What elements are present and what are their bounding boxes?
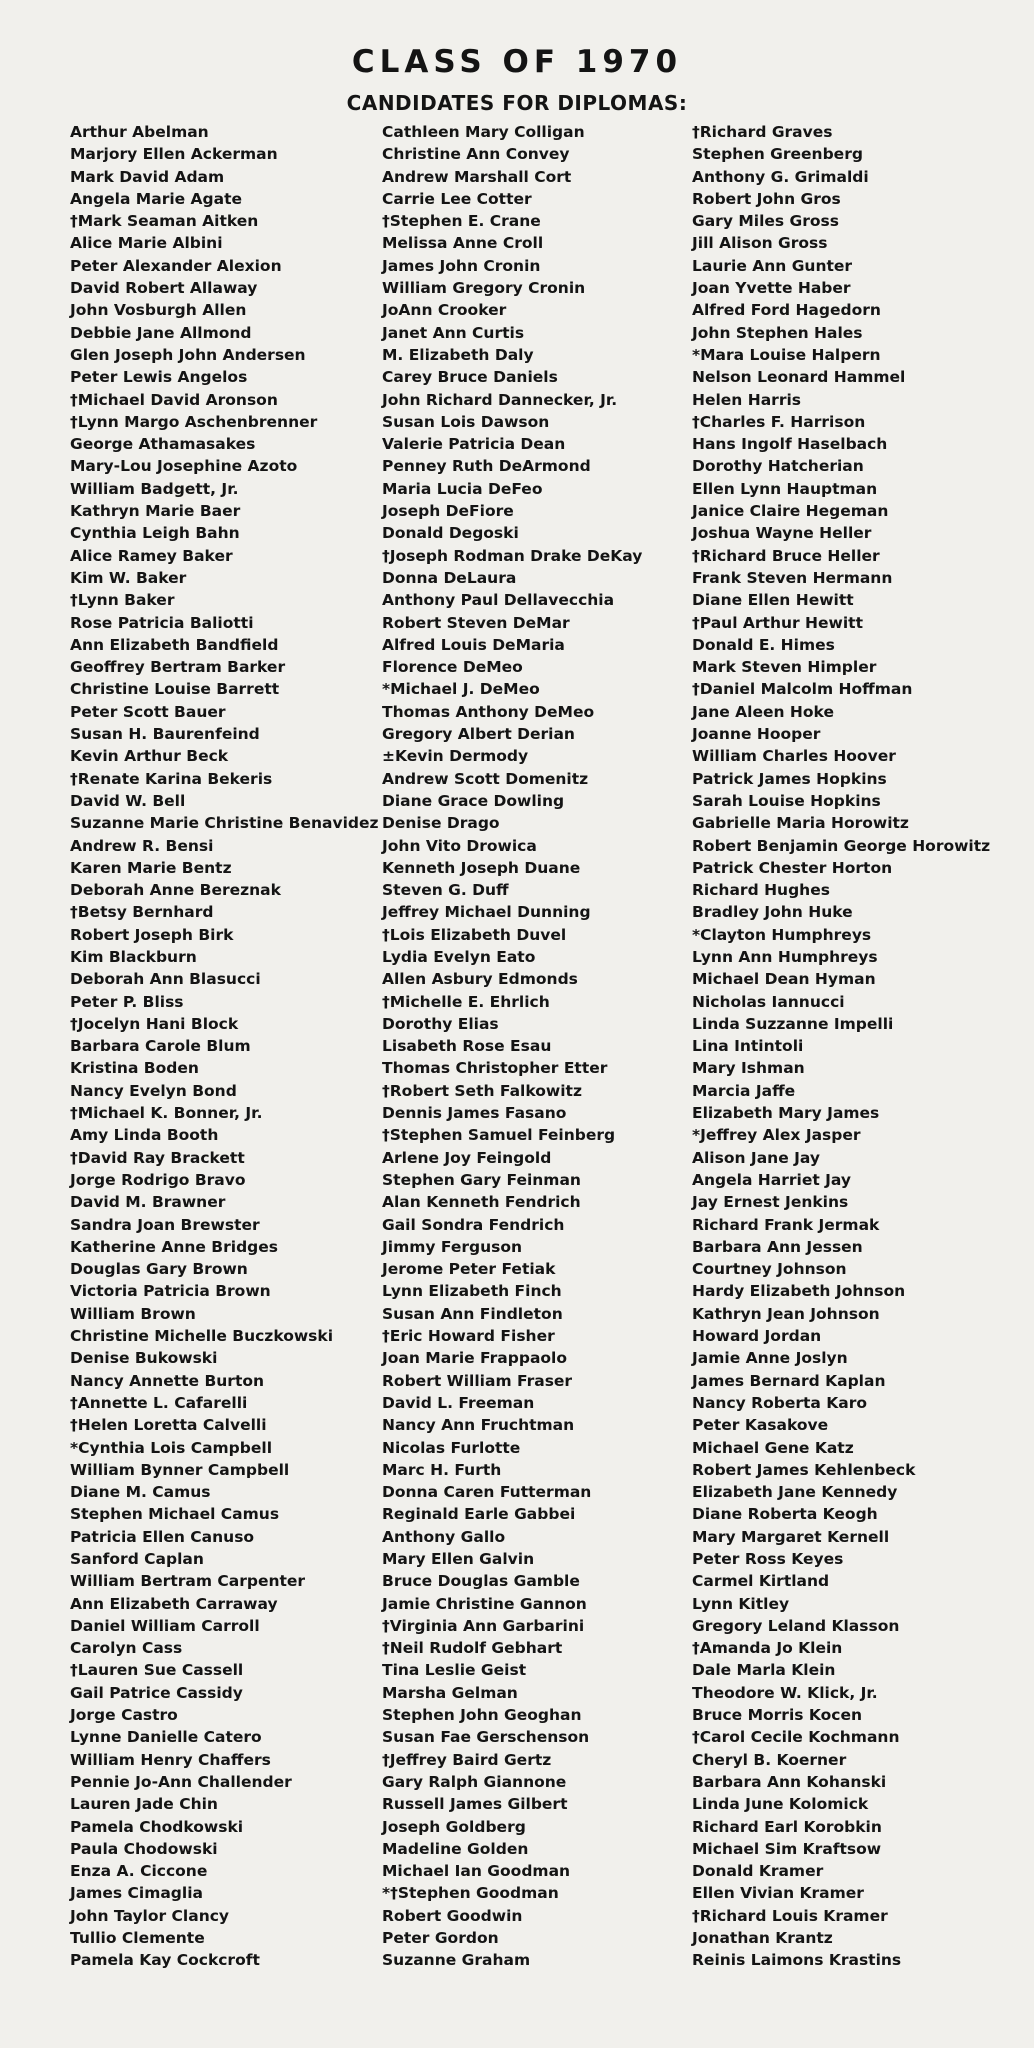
candidate-name: †Michael David Aronson xyxy=(70,390,278,409)
candidate-name: David W. Bell xyxy=(70,791,186,810)
candidate-name: †Daniel Malcolm Hoffman xyxy=(692,680,913,699)
candidate-name: Richard Earl Korobkin xyxy=(692,1817,882,1836)
candidate-name: Alice Marie Albini xyxy=(70,234,223,253)
candidate-name: M. Elizabeth Daly xyxy=(382,345,534,364)
candidate-name: John Vosburgh Allen xyxy=(70,301,247,320)
candidate-name: †Lynn Baker xyxy=(70,591,175,610)
candidate-name: Michael Dean Hyman xyxy=(692,970,876,989)
candidate-name: Pamela Chodkowski xyxy=(70,1817,244,1836)
candidate-name: Steven G. Duff xyxy=(382,881,509,900)
candidate-name: *Jeffrey Alex Jasper xyxy=(692,1126,861,1145)
candidate-name: Suzanne Graham xyxy=(382,1951,531,1970)
candidate-name: James Cimaglia xyxy=(70,1884,203,1903)
candidate-name: Carolyn Cass xyxy=(70,1639,183,1658)
page-subtitle: CANDIDATES FOR DIPLOMAS: xyxy=(346,91,688,115)
candidate-name: †Neil Rudolf Gebhart xyxy=(382,1639,563,1658)
candidate-name: Jamie Anne Joslyn xyxy=(692,1349,848,1368)
candidate-name: †Richard Bruce Heller xyxy=(692,546,880,565)
candidate-name: *Mara Louise Halpern xyxy=(692,345,881,364)
candidate-name: Peter P. Bliss xyxy=(70,992,184,1011)
candidate-name: Arlene Joy Feingold xyxy=(382,1148,552,1167)
candidate-name: †Lauren Sue Cassell xyxy=(70,1661,244,1680)
candidate-name: Robert John Gros xyxy=(692,189,841,208)
candidate-name: John Vito Drowica xyxy=(382,836,537,855)
candidate-name: Laurie Ann Gunter xyxy=(692,256,853,275)
candidate-name: Bruce Morris Kocen xyxy=(692,1706,863,1725)
candidate-name: †Eric Howard Fisher xyxy=(382,1327,555,1346)
candidate-name: Ann Elizabeth Carraway xyxy=(70,1594,278,1613)
candidate-name: Kathryn Jean Johnson xyxy=(692,1304,880,1323)
candidate-name: Tina Leslie Geist xyxy=(382,1661,527,1680)
candidate-name: Alfred Louis DeMaria xyxy=(382,635,565,654)
candidate-name: James John Cronin xyxy=(382,256,541,275)
candidate-name: Amy Linda Booth xyxy=(70,1126,219,1145)
candidate-name: Anthony Gallo xyxy=(382,1527,506,1546)
candidate-name: †Richard Graves xyxy=(692,123,833,141)
candidate-name: William Henry Chaffers xyxy=(70,1750,271,1769)
candidate-name: Joan Yvette Haber xyxy=(692,279,851,298)
candidate-name: Ellen Lynn Hauptman xyxy=(692,479,878,498)
candidate-name: †Stephen E. Crane xyxy=(382,212,541,231)
candidate-name: Gregory Leland Klasson xyxy=(692,1616,900,1635)
candidate-name: Nelson Leonard Hammel xyxy=(692,368,906,387)
candidate-name: ±Kevin Dermody xyxy=(382,747,529,766)
candidate-name: Peter Alexander Alexion xyxy=(70,256,282,275)
candidate-name: Joseph Goldberg xyxy=(382,1817,526,1836)
candidate-name: †Lynn Margo Aschenbrenner xyxy=(70,412,318,431)
candidate-name: Hardy Elizabeth Johnson xyxy=(692,1282,906,1301)
candidate-name: Peter Scott Bauer xyxy=(70,702,226,721)
candidate-name: Susan Ann Findleton xyxy=(382,1304,563,1323)
candidate-name: Dennis James Fasano xyxy=(382,1104,567,1123)
candidate-name: Marc H. Furth xyxy=(382,1460,502,1479)
candidate-name: *†Stephen Goodman xyxy=(382,1884,559,1903)
candidate-name: †Virginia Ann Garbarini xyxy=(382,1616,585,1635)
candidate-name: Gary Ralph Giannone xyxy=(382,1772,567,1791)
candidate-name: *Cynthia Lois Campbell xyxy=(70,1438,273,1457)
candidate-name: Mary Ellen Galvin xyxy=(382,1550,535,1568)
candidate-name: †Stephen Samuel Feinberg xyxy=(382,1126,616,1145)
candidate-name: Denise Bukowski xyxy=(70,1349,218,1368)
candidate-name: Theodore W. Klick, Jr. xyxy=(692,1683,878,1702)
candidate-name: †Betsy Bernhard xyxy=(70,903,214,922)
candidate-name: Mark Steven Himpler xyxy=(692,658,877,677)
candidate-name: Helen Harris xyxy=(692,390,801,409)
candidate-name: Richard Frank Jermak xyxy=(692,1215,880,1234)
candidate-name: Mary-Lou Josephine Azoto xyxy=(70,457,298,476)
candidate-name: Mark David Adam xyxy=(70,167,225,186)
candidate-name: Nicholas Iannucci xyxy=(692,992,845,1011)
candidate-name: David Robert Allaway xyxy=(70,279,258,298)
candidate-name: Denise Drago xyxy=(382,814,500,833)
candidate-name: David L. Freeman xyxy=(382,1393,535,1412)
candidate-name: Jamie Christine Gannon xyxy=(382,1594,587,1613)
candidate-name: Tullio Clemente xyxy=(70,1929,205,1948)
candidate-name: Jill Alison Gross xyxy=(692,234,828,253)
candidate-name: Allen Asbury Edmonds xyxy=(382,970,578,989)
candidate-name: Jorge Rodrigo Bravo xyxy=(70,1170,246,1189)
candidate-name: James Bernard Kaplan xyxy=(692,1371,886,1390)
candidate-name: †Richard Louis Kramer xyxy=(692,1906,888,1925)
candidate-name: Linda June Kolomick xyxy=(692,1795,869,1814)
candidate-name: Robert Goodwin xyxy=(382,1906,523,1925)
candidate-name: †Carol Cecile Kochmann xyxy=(692,1728,900,1747)
candidate-name: Stephen John Geoghan xyxy=(382,1706,582,1725)
candidate-name: Kenneth Joseph Duane xyxy=(382,858,581,877)
candidate-name: Bradley John Huke xyxy=(692,903,853,922)
candidate-name: Joan Marie Frappaolo xyxy=(382,1349,568,1368)
candidate-name: Lauren Jade Chin xyxy=(70,1795,218,1814)
candidate-name: Lydia Evelyn Eato xyxy=(382,947,536,966)
candidate-name: Donna DeLaura xyxy=(382,568,517,587)
candidate-name: Nancy Roberta Karo xyxy=(692,1393,868,1412)
candidate-name: Cheryl B. Koerner xyxy=(692,1750,847,1769)
candidate-name: Sanford Caplan xyxy=(70,1550,204,1568)
candidate-name: Kim W. Baker xyxy=(70,568,187,587)
candidate-name: Barbara Ann Kohanski xyxy=(692,1772,887,1791)
candidate-name: Carrie Lee Cotter xyxy=(382,189,532,208)
candidate-name: Madeline Golden xyxy=(382,1839,529,1858)
candidate-name: William Gregory Cronin xyxy=(382,279,586,298)
candidate-name: Dorothy Elias xyxy=(382,1014,499,1033)
candidate-name: Elizabeth Jane Kennedy xyxy=(692,1483,898,1502)
candidate-name: Lynn Ann Humphreys xyxy=(692,947,878,966)
candidate-name: †Jocelyn Hani Block xyxy=(70,1014,239,1033)
candidate-name: Michael Sim Kraftsow xyxy=(692,1839,882,1858)
candidate-name: Glen Joseph John Andersen xyxy=(70,345,306,364)
candidate-name: Carmel Kirtland xyxy=(692,1572,830,1591)
candidate-name: Hans Ingolf Haselbach xyxy=(692,435,888,454)
candidate-name: Howard Jordan xyxy=(692,1327,822,1346)
candidate-name: Deborah Ann Blasucci xyxy=(70,970,261,989)
candidate-name: Angela Marie Agate xyxy=(70,189,243,208)
candidate-name: †Michelle E. Ehrlich xyxy=(382,992,550,1011)
candidate-name: Jeffrey Michael Dunning xyxy=(382,903,591,922)
candidate-name: Penney Ruth DeArmond xyxy=(382,457,591,476)
candidate-name: †Paul Arthur Hewitt xyxy=(692,613,863,632)
candidate-name: Jimmy Ferguson xyxy=(382,1237,523,1256)
candidate-name: †Annette L. Cafarelli xyxy=(70,1393,248,1412)
candidate-name: Jonathan Krantz xyxy=(692,1929,833,1948)
candidate-name: *Michael J. DeMeo xyxy=(382,680,540,699)
candidate-name: Gabrielle Maria Horowitz xyxy=(692,814,909,833)
candidate-name: Christine Louise Barrett xyxy=(70,680,280,699)
candidate-name: John Stephen Hales xyxy=(692,323,863,342)
candidate-name: Alison Jane Jay xyxy=(692,1148,820,1167)
candidate-name: †Renate Karina Bekeris xyxy=(70,769,273,788)
candidate-name: Marsha Gelman xyxy=(382,1683,518,1702)
candidate-name: Reinis Laimons Krastins xyxy=(692,1951,902,1970)
candidate-name: Alfred Ford Hagedorn xyxy=(692,301,881,320)
candidate-name: Andrew Marshall Cort xyxy=(382,167,572,186)
candidate-name: Arthur Abelman xyxy=(70,123,209,141)
candidate-name: Marjory Ellen Ackerman xyxy=(70,145,278,164)
candidate-name: Cathleen Mary Colligan xyxy=(382,123,585,141)
candidate-name: Nancy Ann Fruchtman xyxy=(382,1416,575,1435)
candidate-name: John Richard Dannecker, Jr. xyxy=(382,390,618,409)
candidate-name: Richard Hughes xyxy=(692,881,830,900)
candidate-name: Russell James Gilbert xyxy=(382,1795,568,1814)
candidate-name: Frank Steven Hermann xyxy=(692,568,893,587)
candidate-name: Alice Ramey Baker xyxy=(70,546,233,565)
candidate-name: Kathryn Marie Baer xyxy=(70,502,241,521)
candidate-name: Peter Kasakove xyxy=(692,1416,829,1435)
candidate-name: Donald E. Himes xyxy=(692,635,835,654)
candidate-name: Lina Intintoli xyxy=(692,1037,804,1056)
candidate-name: Mary Margaret Kernell xyxy=(692,1527,890,1546)
candidate-name: Maria Lucia DeFeo xyxy=(382,479,543,498)
candidate-name: Lynne Danielle Catero xyxy=(70,1728,262,1747)
candidate-name: Jane Aleen Hoke xyxy=(692,702,834,721)
candidate-name: Pamela Kay Cockcroft xyxy=(70,1951,260,1970)
candidate-name: Melissa Anne Croll xyxy=(382,234,544,253)
candidate-name: Linda Suzzanne Impelli xyxy=(692,1014,894,1033)
candidate-name: Rose Patricia Baliotti xyxy=(70,613,254,632)
candidate-name: Christine Michelle Buczkowski xyxy=(70,1327,334,1346)
candidate-name: Susan Fae Gerschenson xyxy=(382,1728,590,1747)
candidate-name: †Charles F. Harrison xyxy=(692,412,866,431)
candidate-name: Mary Ishman xyxy=(692,1059,805,1078)
candidate-name: Jorge Castro xyxy=(70,1706,178,1725)
candidate-name: Patrick James Hopkins xyxy=(692,769,887,788)
candidate-name: †Amanda Jo Klein xyxy=(692,1639,843,1658)
candidate-name: Peter Gordon xyxy=(382,1929,499,1948)
page-title: CLASS OF 1970 xyxy=(351,44,683,80)
candidate-name: Angela Harriet Jay xyxy=(692,1170,852,1189)
candidate-name: William Bynner Campbell xyxy=(70,1460,290,1479)
candidate-name: Andrew R. Bensi xyxy=(70,836,214,855)
candidate-name: Carey Bruce Daniels xyxy=(382,368,558,387)
candidate-name: Gary Miles Gross xyxy=(692,212,839,231)
candidate-name: William Bertram Carpenter xyxy=(70,1572,306,1591)
candidate-name: †Helen Loretta Calvelli xyxy=(70,1416,267,1435)
candidate-name: Kristina Boden xyxy=(70,1059,199,1078)
candidate-name: †Michael K. Bonner, Jr. xyxy=(70,1104,263,1123)
candidate-name: Gregory Albert Derian xyxy=(382,725,575,744)
candidate-name: Karen Marie Bentz xyxy=(70,858,232,877)
candidate-name: Kim Blackburn xyxy=(70,947,197,966)
candidate-name: Joseph DeFiore xyxy=(382,502,514,521)
candidate-name: Robert Benjamin George Horowitz xyxy=(692,836,991,855)
candidate-name: †Lois Elizabeth Duvel xyxy=(382,925,567,944)
candidate-name: Gail Sondra Fendrich xyxy=(382,1215,565,1234)
candidate-name: Anthony Paul Dellavecchia xyxy=(382,591,615,610)
candidate-name: Kevin Arthur Beck xyxy=(70,747,229,766)
candidate-name: Deborah Anne Bereznak xyxy=(70,881,281,900)
candidate-name: *Clayton Humphreys xyxy=(692,925,872,944)
name-column-1 xyxy=(70,121,379,1972)
name-column-2 xyxy=(382,121,642,1972)
candidate-name: Douglas Gary Brown xyxy=(70,1260,248,1279)
candidate-name: Patricia Ellen Canuso xyxy=(70,1527,255,1546)
candidate-name: Jerome Peter Fetiak xyxy=(382,1260,556,1279)
candidate-name: Michael Gene Katz xyxy=(692,1438,854,1457)
candidate-name: Dale Marla Klein xyxy=(692,1661,836,1680)
candidate-name: Lisabeth Rose Esau xyxy=(382,1037,552,1056)
candidate-name: Daniel William Carroll xyxy=(70,1616,260,1635)
candidate-name: †David Ray Brackett xyxy=(70,1148,245,1167)
candidate-name: Peter Lewis Angelos xyxy=(70,368,248,387)
candidate-name: Marcia Jaffe xyxy=(692,1081,796,1100)
candidate-name: Cynthia Leigh Bahn xyxy=(70,524,240,543)
candidate-name: Andrew Scott Domenitz xyxy=(382,769,589,788)
candidate-name: William Charles Hoover xyxy=(692,747,896,766)
candidate-name: Anthony G. Grimaldi xyxy=(692,167,869,186)
candidate-name: Janice Claire Hegeman xyxy=(692,502,889,521)
candidate-name: William Brown xyxy=(70,1304,196,1323)
candidate-name: Robert James Kehlenbeck xyxy=(692,1460,916,1479)
candidate-name: William Badgett, Jr. xyxy=(70,479,239,498)
candidate-name: Janet Ann Curtis xyxy=(382,323,525,342)
candidate-name: Elizabeth Mary James xyxy=(692,1104,880,1123)
candidate-name: Paula Chodowski xyxy=(70,1839,218,1858)
candidate-name: Katherine Anne Bridges xyxy=(70,1237,279,1256)
candidate-name: Michael Ian Goodman xyxy=(382,1862,571,1881)
candidate-name: Thomas Anthony DeMeo xyxy=(382,702,595,721)
candidate-name: Lynn Kitley xyxy=(692,1594,790,1613)
candidate-name: Jay Ernest Jenkins xyxy=(692,1193,849,1212)
candidate-name: Dorothy Hatcherian xyxy=(692,457,864,476)
candidate-name: David M. Brawner xyxy=(70,1193,226,1212)
candidate-name: Thomas Christopher Etter xyxy=(382,1059,608,1078)
candidate-name: Diane Ellen Hewitt xyxy=(692,591,854,610)
candidate-name: Susan Lois Dawson xyxy=(382,412,550,431)
candidate-name: Victoria Patricia Brown xyxy=(70,1282,271,1301)
candidate-name: Nancy Evelyn Bond xyxy=(70,1081,237,1100)
candidate-name: Stephen Gary Feinman xyxy=(382,1170,581,1189)
candidate-name: Stephen Michael Camus xyxy=(70,1505,280,1524)
candidate-name: Pennie Jo-Ann Challender xyxy=(70,1772,292,1791)
candidate-name: †Mark Seaman Aitken xyxy=(70,212,259,231)
candidate-name: Diane Grace Dowling xyxy=(382,791,565,810)
candidate-name: Patrick Chester Horton xyxy=(692,858,893,877)
candidate-name: Suzanne Marie Christine Benavidez xyxy=(70,814,379,833)
candidate-name: Sandra Joan Brewster xyxy=(70,1215,260,1234)
candidate-name: Lynn Elizabeth Finch xyxy=(382,1282,562,1301)
candidate-name: George Athamasakes xyxy=(70,435,256,454)
candidate-name: †Joseph Rodman Drake DeKay xyxy=(382,546,643,565)
name-column-3 xyxy=(692,121,990,1972)
candidate-name: Robert William Fraser xyxy=(382,1371,573,1390)
candidate-name: †Jeffrey Baird Gertz xyxy=(382,1750,552,1769)
candidate-name: Stephen Greenberg xyxy=(692,145,863,164)
candidate-name: Alan Kenneth Fendrich xyxy=(382,1193,581,1212)
candidate-name: Donald Kramer xyxy=(692,1862,824,1881)
candidate-name: Christine Ann Convey xyxy=(382,145,570,164)
candidate-name: Nancy Annette Burton xyxy=(70,1371,265,1390)
candidate-name: Ellen Vivian Kramer xyxy=(692,1884,864,1903)
candidate-name: Debbie Jane Allmond xyxy=(70,323,252,342)
candidate-name: Diane Roberta Keogh xyxy=(692,1505,878,1524)
candidate-name: Donna Caren Futterman xyxy=(382,1483,592,1502)
candidate-name: Bruce Douglas Gamble xyxy=(382,1572,580,1591)
candidate-name: John Taylor Clancy xyxy=(70,1906,230,1925)
candidate-name: Joshua Wayne Heller xyxy=(692,524,872,543)
candidate-name: JoAnn Crooker xyxy=(382,301,507,320)
candidate-name: Peter Ross Keyes xyxy=(692,1550,844,1568)
candidate-name: Valerie Patricia Dean xyxy=(382,435,566,454)
candidate-name: Diane M. Camus xyxy=(70,1483,211,1502)
candidate-name: Joanne Hooper xyxy=(692,725,821,744)
candidate-name: Barbara Carole Blum xyxy=(70,1037,251,1056)
candidate-name: Enza A. Ciccone xyxy=(70,1862,208,1881)
candidate-name: Donald Degoski xyxy=(382,524,519,543)
candidate-name: Robert Joseph Birk xyxy=(70,925,234,944)
candidate-name: Ann Elizabeth Bandfield xyxy=(70,635,279,654)
candidate-name: Robert Steven DeMar xyxy=(382,613,570,632)
candidate-name: Barbara Ann Jessen xyxy=(692,1237,863,1256)
candidate-name: †Robert Seth Falkowitz xyxy=(382,1081,582,1100)
candidate-name: Courtney Johnson xyxy=(692,1260,847,1279)
candidate-name: Florence DeMeo xyxy=(382,658,523,677)
candidate-name: Sarah Louise Hopkins xyxy=(692,791,881,810)
candidate-name: Gail Patrice Cassidy xyxy=(70,1683,243,1702)
candidate-name: Susan H. Baurenfeind xyxy=(70,725,260,744)
candidate-name: Nicolas Furlotte xyxy=(382,1438,521,1457)
candidate-name: Geoffrey Bertram Barker xyxy=(70,658,286,677)
candidate-name: Reginald Earle Gabbei xyxy=(382,1505,576,1524)
